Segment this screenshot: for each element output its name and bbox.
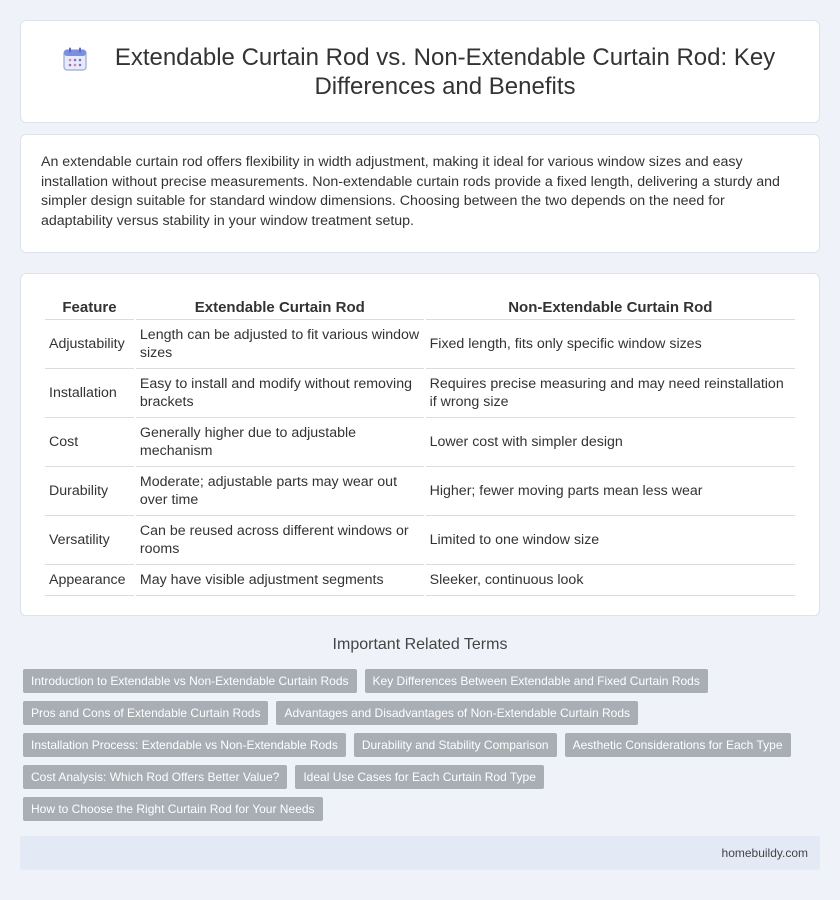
extendable-cell: Length can be adjusted to fit various window sizes bbox=[136, 320, 424, 369]
title-wrap bbox=[61, 43, 779, 101]
table-row bbox=[45, 418, 795, 467]
footer-site-link[interactable]: homebuildy.com bbox=[721, 846, 808, 860]
related-tag[interactable]: Pros and Cons of Extendable Curtain Rods bbox=[23, 701, 268, 725]
related-tag[interactable]: Installation Process: Extendable vs Non-Extendable Rods bbox=[23, 733, 346, 757]
header-extendable: Extendable Curtain Rod bbox=[136, 296, 424, 320]
feature-cell: Adjustability bbox=[45, 320, 134, 369]
table-row bbox=[45, 467, 795, 516]
page-title: Extendable Curtain Rod vs. Non-Extendable Curtain Rod: Key Differences and Benefits bbox=[114, 43, 776, 100]
extendable-cell: Easy to install and modify without removing brackets bbox=[136, 369, 424, 418]
table-row bbox=[45, 320, 795, 369]
related-tag[interactable]: Cost Analysis: Which Rod Offers Better Value? bbox=[23, 765, 287, 789]
feature-cell: Appearance bbox=[45, 565, 134, 596]
table-row bbox=[45, 565, 795, 596]
tag-row bbox=[23, 765, 813, 789]
feature-cell: Durability bbox=[45, 467, 134, 516]
table-row bbox=[45, 369, 795, 418]
footer bbox=[20, 836, 820, 870]
header-feature: Feature bbox=[45, 296, 134, 320]
non-extendable-cell: Requires precise measuring and may need reinstallation if wrong size bbox=[426, 369, 795, 418]
table-header-row bbox=[45, 296, 795, 320]
tag-row bbox=[23, 733, 813, 757]
feature-cell: Installation bbox=[45, 369, 134, 418]
extendable-cell: Generally higher due to adjustable mechanism bbox=[136, 418, 424, 467]
intro-card bbox=[20, 134, 820, 253]
related-tag[interactable]: Durability and Stability Comparison bbox=[354, 733, 557, 757]
related-tag[interactable]: How to Choose the Right Curtain Rod for Your Needs bbox=[23, 797, 323, 821]
tag-row bbox=[23, 669, 813, 693]
comparison-table bbox=[43, 296, 797, 596]
related-tag[interactable]: Key Differences Between Extendable and Fixed Curtain Rods bbox=[365, 669, 708, 693]
non-extendable-cell: Sleeker, continuous look bbox=[426, 565, 795, 596]
feature-cell: Versatility bbox=[45, 516, 134, 565]
tag-row bbox=[23, 701, 813, 725]
extendable-cell: May have visible adjustment segments bbox=[136, 565, 424, 596]
related-terms-heading: Important Related Terms bbox=[332, 636, 508, 653]
comparison-table-card bbox=[20, 273, 820, 616]
non-extendable-cell: Higher; fewer moving parts mean less wear bbox=[426, 467, 795, 516]
non-extendable-cell: Lower cost with simpler design bbox=[426, 418, 795, 467]
extendable-cell: Can be reused across different windows or rooms bbox=[136, 516, 424, 565]
related-tag[interactable]: Introduction to Extendable vs Non-Extendable Curtain Rods bbox=[23, 669, 357, 693]
related-tag[interactable]: Advantages and Disadvantages of Non-Extendable Curtain Rods bbox=[276, 701, 638, 725]
intro-paragraph: An extendable curtain rod offers flexibility in width adjustment, making it ideal for various window sizes and easy installation without precise measurements. Non-extendable curtain rods provide a fixed length, delivering a sturdy and simpler design suitable for standard window dimensions. Choosing between the two depends on the need for adaptability versus stability in your window treatment setup. bbox=[41, 154, 780, 229]
header-non-extendable: Non-Extendable Curtain Rod bbox=[426, 296, 795, 320]
related-tag[interactable]: Ideal Use Cases for Each Curtain Rod Type bbox=[295, 765, 544, 789]
extendable-cell: Moderate; adjustable parts may wear out over time bbox=[136, 467, 424, 516]
feature-cell: Cost bbox=[45, 418, 134, 467]
table-row bbox=[45, 516, 795, 565]
non-extendable-cell: Fixed length, fits only specific window sizes bbox=[426, 320, 795, 369]
title-card bbox=[20, 20, 820, 123]
related-tags bbox=[23, 669, 813, 829]
tag-row bbox=[23, 797, 813, 821]
related-tag[interactable]: Aesthetic Considerations for Each Type bbox=[565, 733, 791, 757]
calendar-icon bbox=[61, 45, 89, 73]
non-extendable-cell: Limited to one window size bbox=[426, 516, 795, 565]
